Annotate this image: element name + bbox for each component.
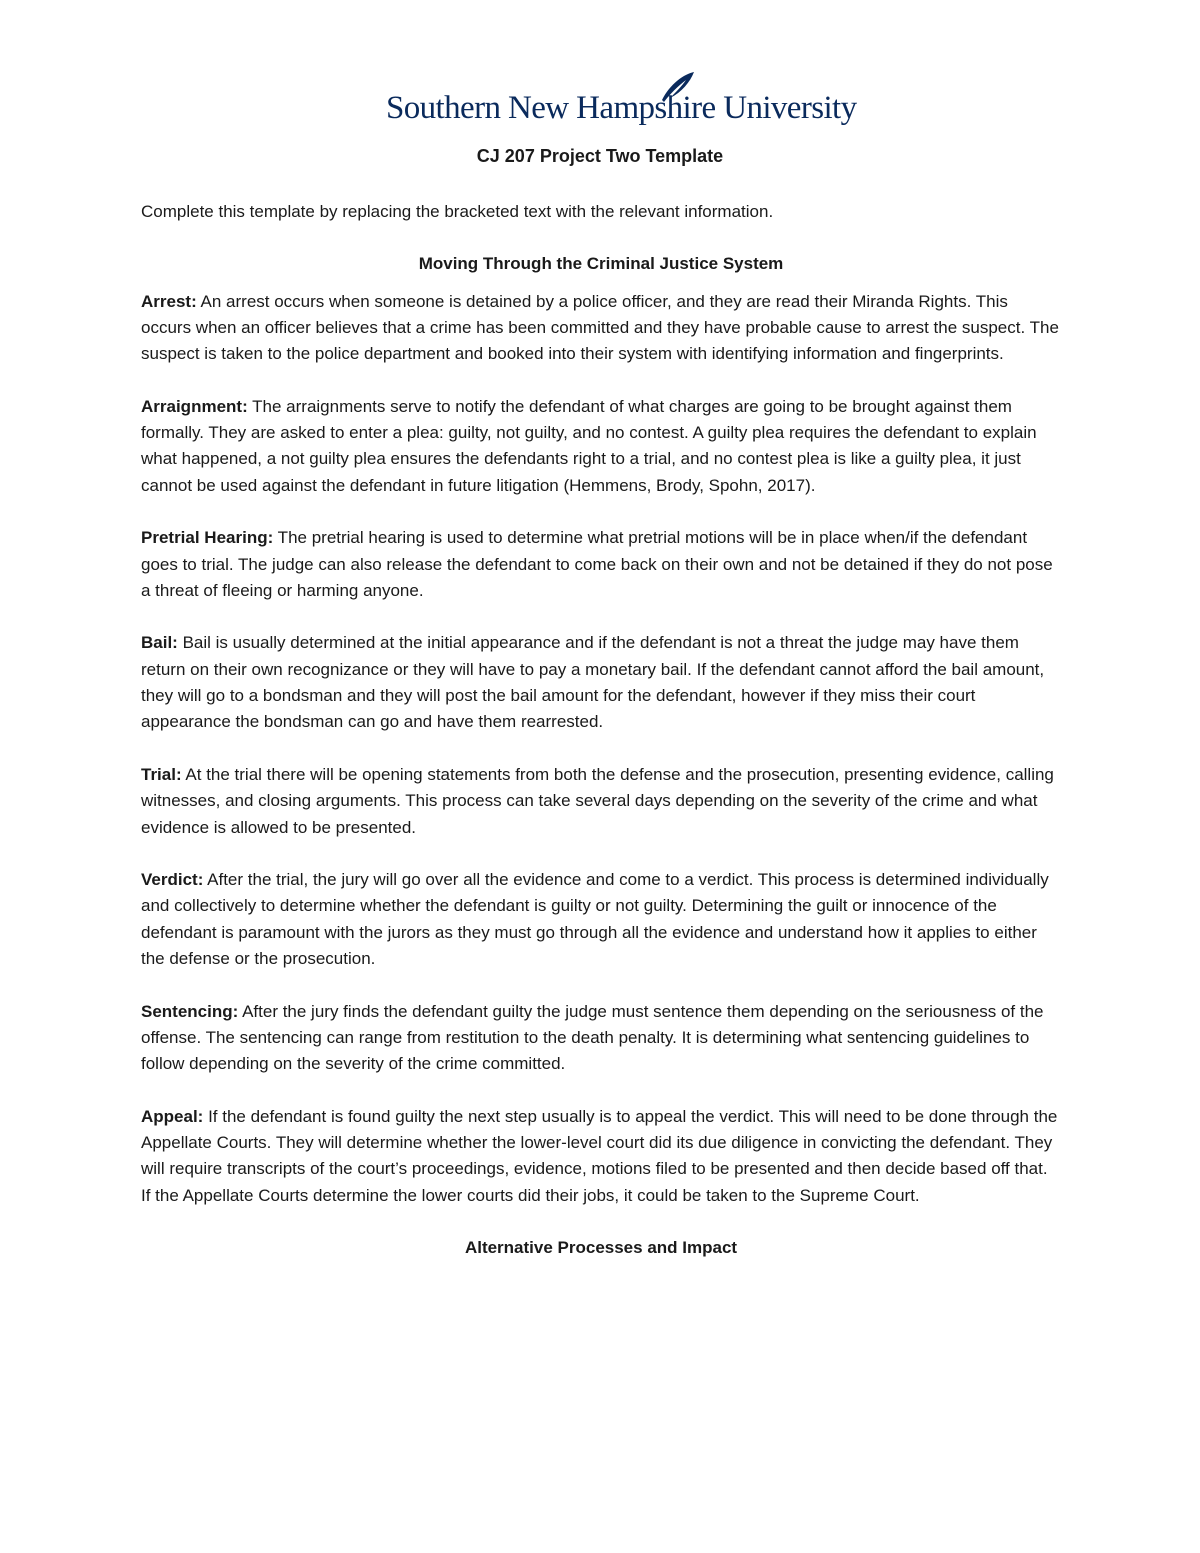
stage-term: Arraignment:: [141, 396, 248, 416]
stage-text: The pretrial hearing is used to determine what pretrial motions will be in place when/if the defendant goes to trial. The judge can also release the defendant to come back on their own and not be detained if they do not pose a threat of fleeing or harming anyone.: [141, 528, 1053, 600]
stage-verdict: [141, 867, 1061, 972]
stage-term: Bail:: [141, 633, 178, 653]
stage-text: After the trial, the jury will go over all the evidence and come to a verdict. This process is determined individually and collectively to determine whether the defendant is guilty or not guilty. Determining the guilt or innocence of the defendant is paramount with the jurors as they must go through all the evidence and understand how it applies to either the defense or the prosecution.: [141, 870, 1049, 969]
stage-bail: [141, 630, 1061, 735]
stage-pretrial-hearing: [141, 525, 1061, 604]
stage-appeal: [141, 1104, 1061, 1209]
stage-term: Arrest:: [141, 291, 197, 311]
stage-term: Verdict:: [141, 870, 204, 890]
university-name: Southern New Hampshire University: [386, 90, 857, 126]
stage-trial: [141, 762, 1061, 841]
stage-text: An arrest occurs when someone is detained by a police officer, and they are read their Miranda Rights. This occurs when an officer believes that a crime has been committed and they have probable cause to arrest the suspect. The suspect is taken to the police department and booked into their system with identifying information and fingerprints.: [141, 291, 1059, 364]
stage-term: Pretrial Hearing:: [141, 528, 274, 548]
stage-sentencing: [141, 999, 1061, 1078]
stage-arrest: [141, 289, 1061, 368]
university-logo: [386, 66, 857, 136]
instructions-text: Complete this template by replacing the bracketed text with the relevant information.: [141, 202, 774, 221]
stage-text: After the jury finds the defendant guilty the judge must sentence them depending on the seriousness of the offense. The sentencing can range from restitution to the death penalty. It is determining what sentencing guidelines to follow depending on the severity of the crime committed.: [141, 1001, 1044, 1074]
stage-text: If the defendant is found guilty the next step usually is to appeal the verdict. This will need to be done through the Appellate Courts. They will determine whether the lower-level court did its due diligence in convicting the defendant. They will require transcripts of the court’s proceedings, evidence, motions filed to be presented and then decide based off that. If the Appellate Courts determine the lower courts did their jobs, it could be taken to the Supreme Court.: [141, 1106, 1058, 1205]
stage-term: Appeal:: [141, 1106, 204, 1126]
stage-text: The arraignments serve to notify the defendant of what charges are going to be brought against them formally. They are asked to enter a plea: guilty, not guilty, and no contest. A guilty plea requires the defendant to explain what happened, a not guilty plea ensures the defendants right to a trial, and no contest plea is like a guilty plea, it just cannot be used against the defendant in future litigation (Hemmens, Brody, Spohn, 2017).: [141, 396, 1037, 495]
stage-term: Sentencing:: [141, 1001, 239, 1021]
section-heading-moving-through: Moving Through the Criminal Justice System: [418, 254, 784, 274]
stage-term: Trial:: [141, 764, 182, 784]
document-body: [141, 199, 1061, 1262]
stage-arraignment: [141, 394, 1061, 499]
stage-text: Bail is usually determined at the initial appearance and if the defendant is not a threat the judge may have them return on their own recognizance or they will have to pay a monetary bail. If the defendant cannot afford the bail amount, they will go to a bondsman and they will post the bail amount for the defendant, however if they miss their court appearance the bondsman can go and have them rearrested.: [141, 633, 1045, 732]
stage-text: At the trial there will be opening statements from both the defense and the prosecution, presenting evidence, calling witnesses, and closing arguments. This process can take several days depending on the severity of the crime and what evidence is allowed to be presented.: [141, 764, 1054, 837]
section-heading-alternative-processes: Alternative Processes and Impact: [464, 1238, 738, 1258]
document-title: CJ 207 Project Two Template: [476, 146, 724, 166]
